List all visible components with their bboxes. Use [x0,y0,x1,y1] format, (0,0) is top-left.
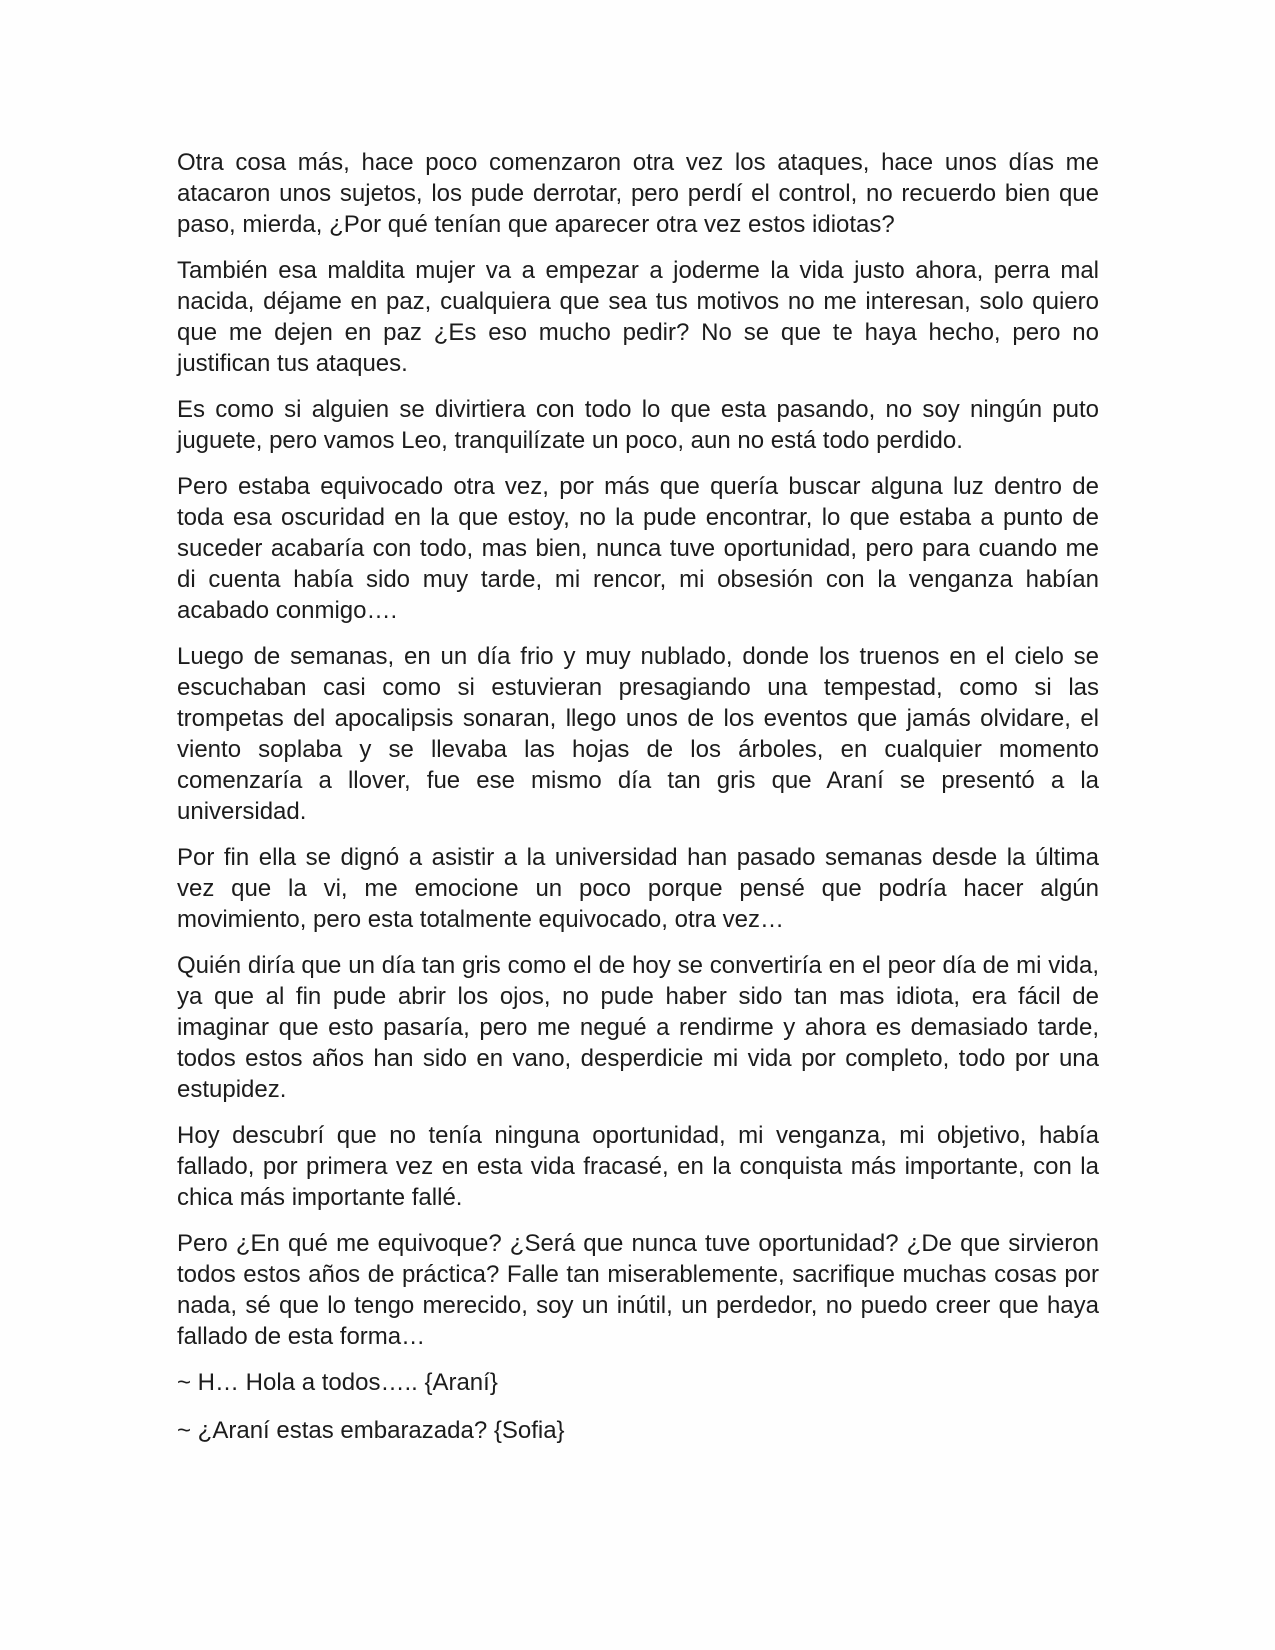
paragraph: Quién diría que un día tan gris como el de hoy se convertiría en el peor día de mi vida, ya que al fin pude abrir los ojos, no pude haber sido tan mas idiota, era fácil de imaginar que esto pasaría, pero me negué a rendirme y ahora es demasiado tarde, todos estos años han sido en vano, desperdicie mi vida por completo, todo por una estupidez. [177,952,1099,1103]
paragraph: Otra cosa más, hace poco comenzaron otra vez los ataques, hace unos días me atacaron unos sujetos, los pude derrotar, pero perdí el control, no recuerdo bien que paso, mierda, ¿Por qué tenían que aparecer otra vez estos idiotas? [177,149,1099,238]
dialogue-line: ~ H… Hola a todos….. {Araní} [177,1369,498,1396]
paragraph: Por fin ella se dignó a asistir a la universidad han pasado semanas desde la última vez que la vi, me emocione un poco porque pensé que podría hacer algún movimiento, pero esta totalmente equivocado, otra vez… [177,844,1099,933]
paragraph: Pero ¿En qué me equivoque? ¿Será que nunca tuve oportunidad? ¿De que sirvieron todos estos años de práctica? Falle tan miserablemente, sacrifique muchas cosas por nada, sé que lo tengo merecido, soy un inútil, un perdedor, no puedo creer que haya fallado de esta forma… [177,1230,1099,1350]
paragraph: Hoy descubrí que no tenía ninguna oportunidad, mi venganza, mi objetivo, había fallado, por primera vez en esta vida fracasé, en la conquista más importante, con la chica más importante fallé. [177,1122,1099,1211]
dialogue-line: ~ ¿Araní estas embarazada? {Sofia} [177,1417,565,1444]
paragraph: Pero estaba equivocado otra vez, por más que quería buscar alguna luz dentro de toda esa oscuridad en la que estoy, no la pude encontrar, lo que estaba a punto de suceder acabaría con todo, mas bien, nunca tuve oportunidad, pero para cuando me di cuenta había sido muy tarde, mi rencor, mi obsesión con la venganza habían acabado conmigo…. [177,473,1099,624]
paragraph: También esa maldita mujer va a empezar a joderme la vida justo ahora, perra mal nacida, déjame en paz, cualquiera que sea tus motivos no me interesan, solo quiero que me dejen en paz ¿Es eso mucho pedir? No se que te haya hecho, pero no justifican tus ataques. [177,257,1099,377]
body-text [177,147,1099,1463]
paragraph: Luego de semanas, en un día frio y muy nublado, donde los truenos en el cielo se escuchaban casi como si estuvieran presagiando una tempestad, como si las trompetas del apocalipsis sonaran, llego unos de los eventos que jamás olvidare, el viento soplaba y se llevaba las hojas de los árboles, en cualquier momento comenzaría a llover, fue ese mismo día tan gris que Araní se presentó a la universidad. [177,643,1099,825]
paragraph: Es como si alguien se divirtiera con todo lo que esta pasando, no soy ningún puto juguete, pero vamos Leo, tranquilízate un poco, aun no está todo perdido. [177,396,1099,454]
